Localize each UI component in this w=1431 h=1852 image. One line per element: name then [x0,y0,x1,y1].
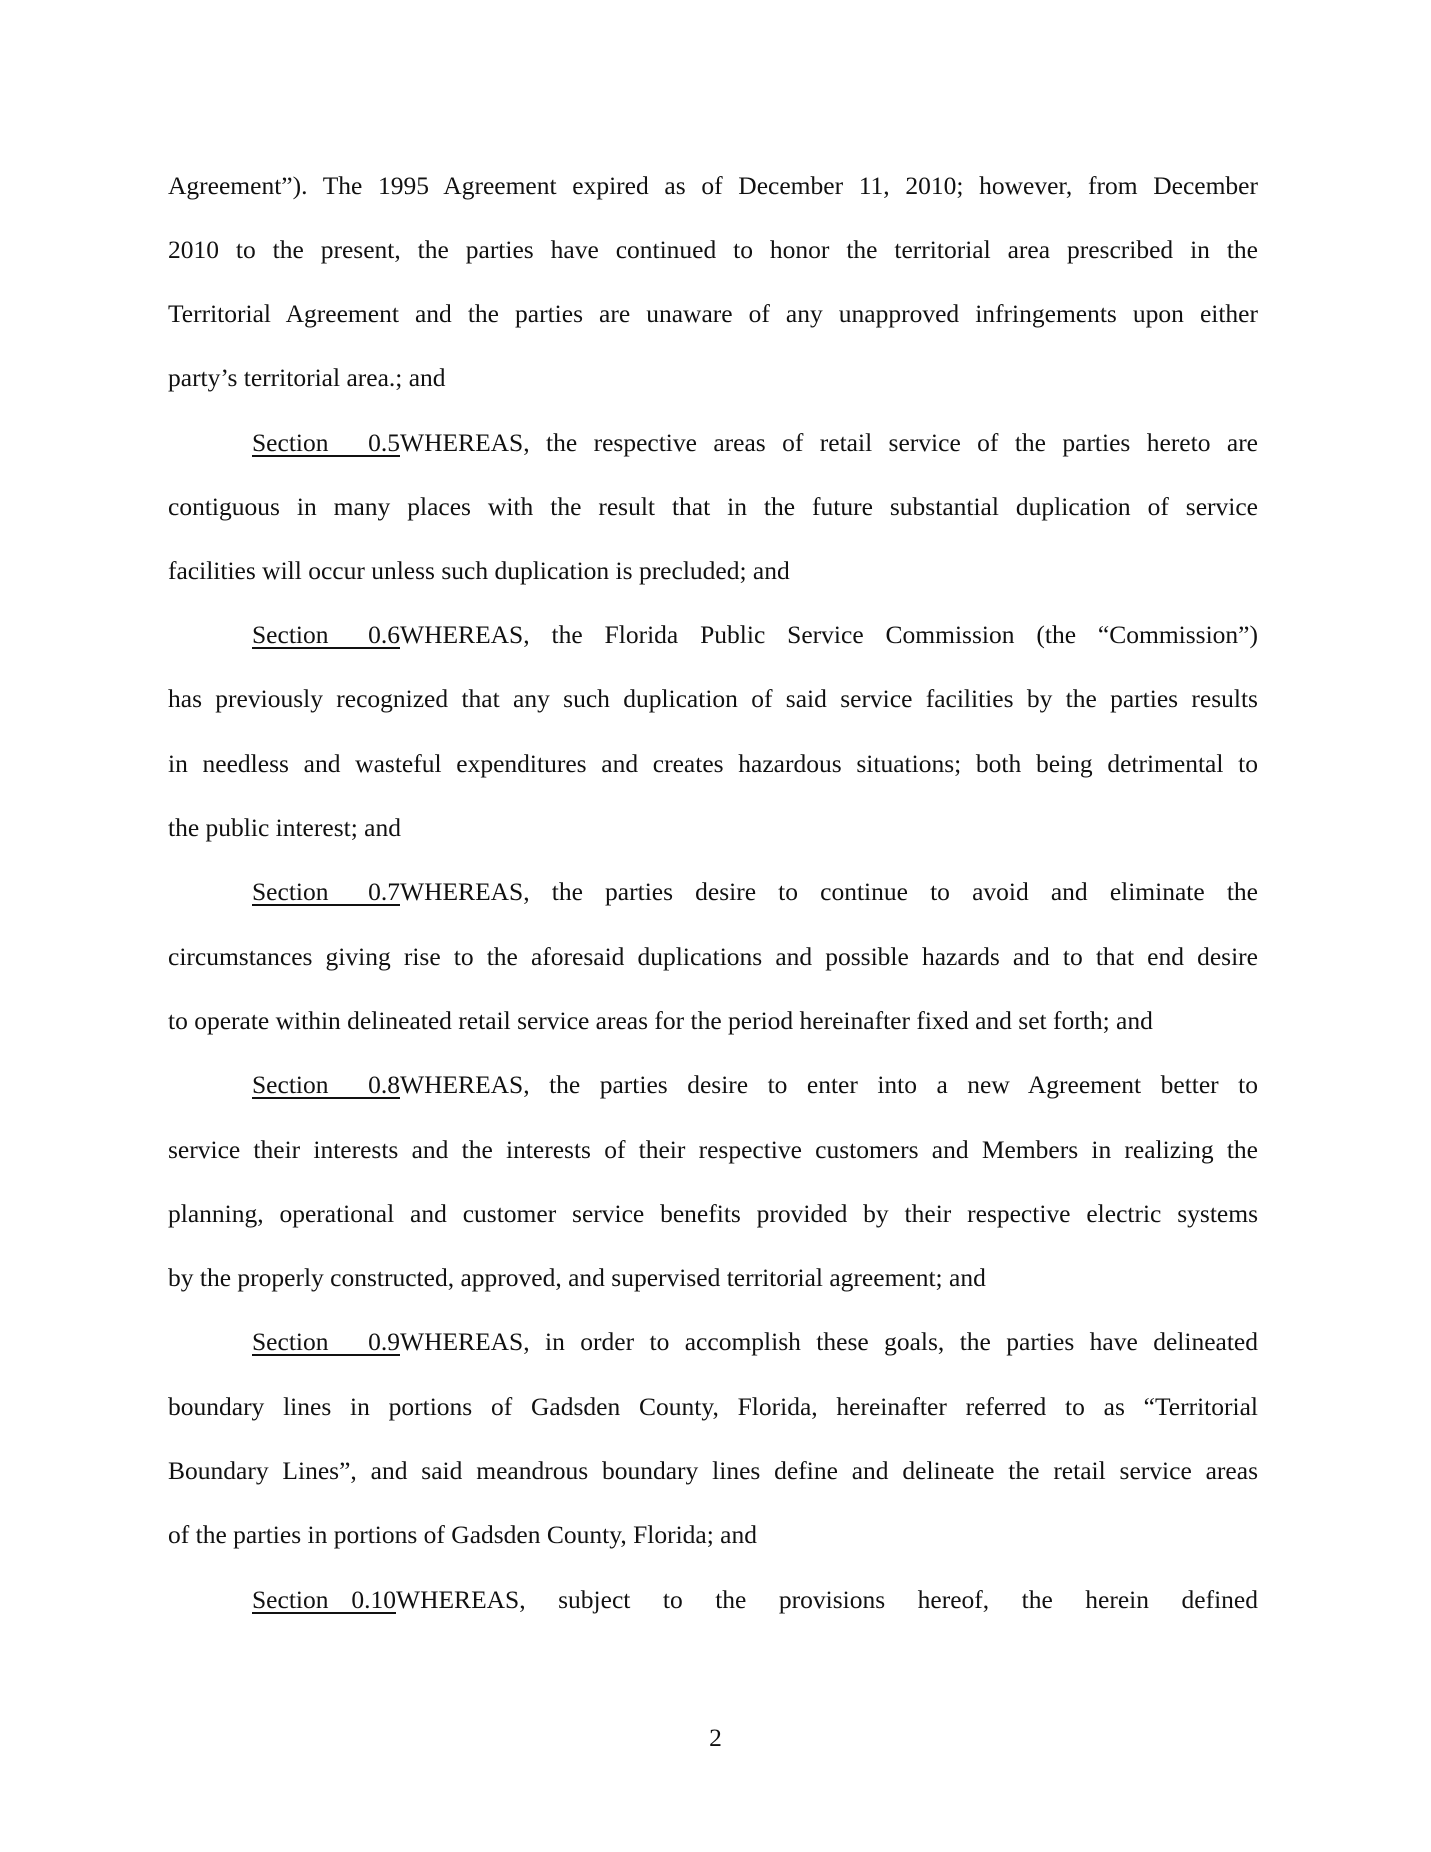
paragraph-line: planning, operational and customer service benefits provided by their respective electric systems [168,1199,1258,1228]
paragraph-line: Boundary Lines”, and said meandrous boundary lines define and delineate the retail service areas [168,1456,1258,1485]
paragraph-line: facilities will occur unless such duplication is precluded; and [168,556,790,585]
section-label: Section 0.5 [252,428,400,457]
paragraph-line: by the properly constructed, approved, and supervised territorial agreement; and [168,1263,986,1292]
section-text: WHEREAS, in order to accomplish these goals, the parties have delineated [400,1327,1258,1356]
paragraph-line: of the parties in portions of Gadsden County, Florida; and [168,1520,758,1549]
paragraph-line: in needless and wasteful expenditures and creates hazardous situations; both being detrimental to [168,749,1258,778]
section-label: Section 0.10 [252,1585,396,1614]
paragraph-line: circumstances giving rise to the aforesaid duplications and possible hazards and to that end desire [168,942,1258,971]
section-0-6-first-line [252,619,1258,651]
page-number: 2 [709,1723,722,1752]
section-label: Section 0.8 [252,1070,400,1099]
section-text: WHEREAS, subject to the provisions hereof, the herein defined [396,1585,1258,1614]
paragraph-line: to operate within delineated retail service areas for the period hereinafter fixed and set forth; and [168,1006,1153,1035]
section-0-7-first-line [252,876,1258,908]
paragraph-line: contiguous in many places with the result that in the future substantial duplication of service [168,492,1258,521]
paragraph-line: Territorial Agreement and the parties are unaware of any unapproved infringements upon either [168,299,1258,328]
paragraph-line: boundary lines in portions of Gadsden County, Florida, hereinafter referred to as “Territorial [168,1392,1258,1421]
section-text: WHEREAS, the parties desire to enter into a new Agreement better to [400,1070,1258,1099]
paragraph-line: the public interest; and [168,813,401,842]
paragraph-line: 2010 to the present, the parties have continued to honor the territorial area prescribed in the [168,235,1258,264]
section-0-8-first-line [252,1069,1258,1101]
section-text: WHEREAS, the parties desire to continue to avoid and eliminate the [400,877,1258,906]
paragraph-line: has previously recognized that any such duplication of said service facilities by the parties results [168,684,1258,713]
section-label: Section 0.6 [252,620,400,649]
section-label: Section 0.9 [252,1327,400,1356]
paragraph-line: party’s territorial area.; and [168,363,446,392]
paragraph-line: Agreement”). The 1995 Agreement expired as of December 11, 2010; however, from December [168,171,1258,200]
section-label: Section 0.7 [252,877,400,906]
section-text: WHEREAS, the respective areas of retail service of the parties hereto are [400,428,1258,457]
section-0-10-first-line [252,1584,1258,1616]
paragraph-line: service their interests and the interests of their respective customers and Members in realizing the [168,1135,1258,1164]
section-0-5-first-line [252,427,1258,459]
section-text: WHEREAS, the Florida Public Service Commission (the “Commission”) [400,620,1258,649]
section-0-9-first-line [252,1326,1258,1358]
